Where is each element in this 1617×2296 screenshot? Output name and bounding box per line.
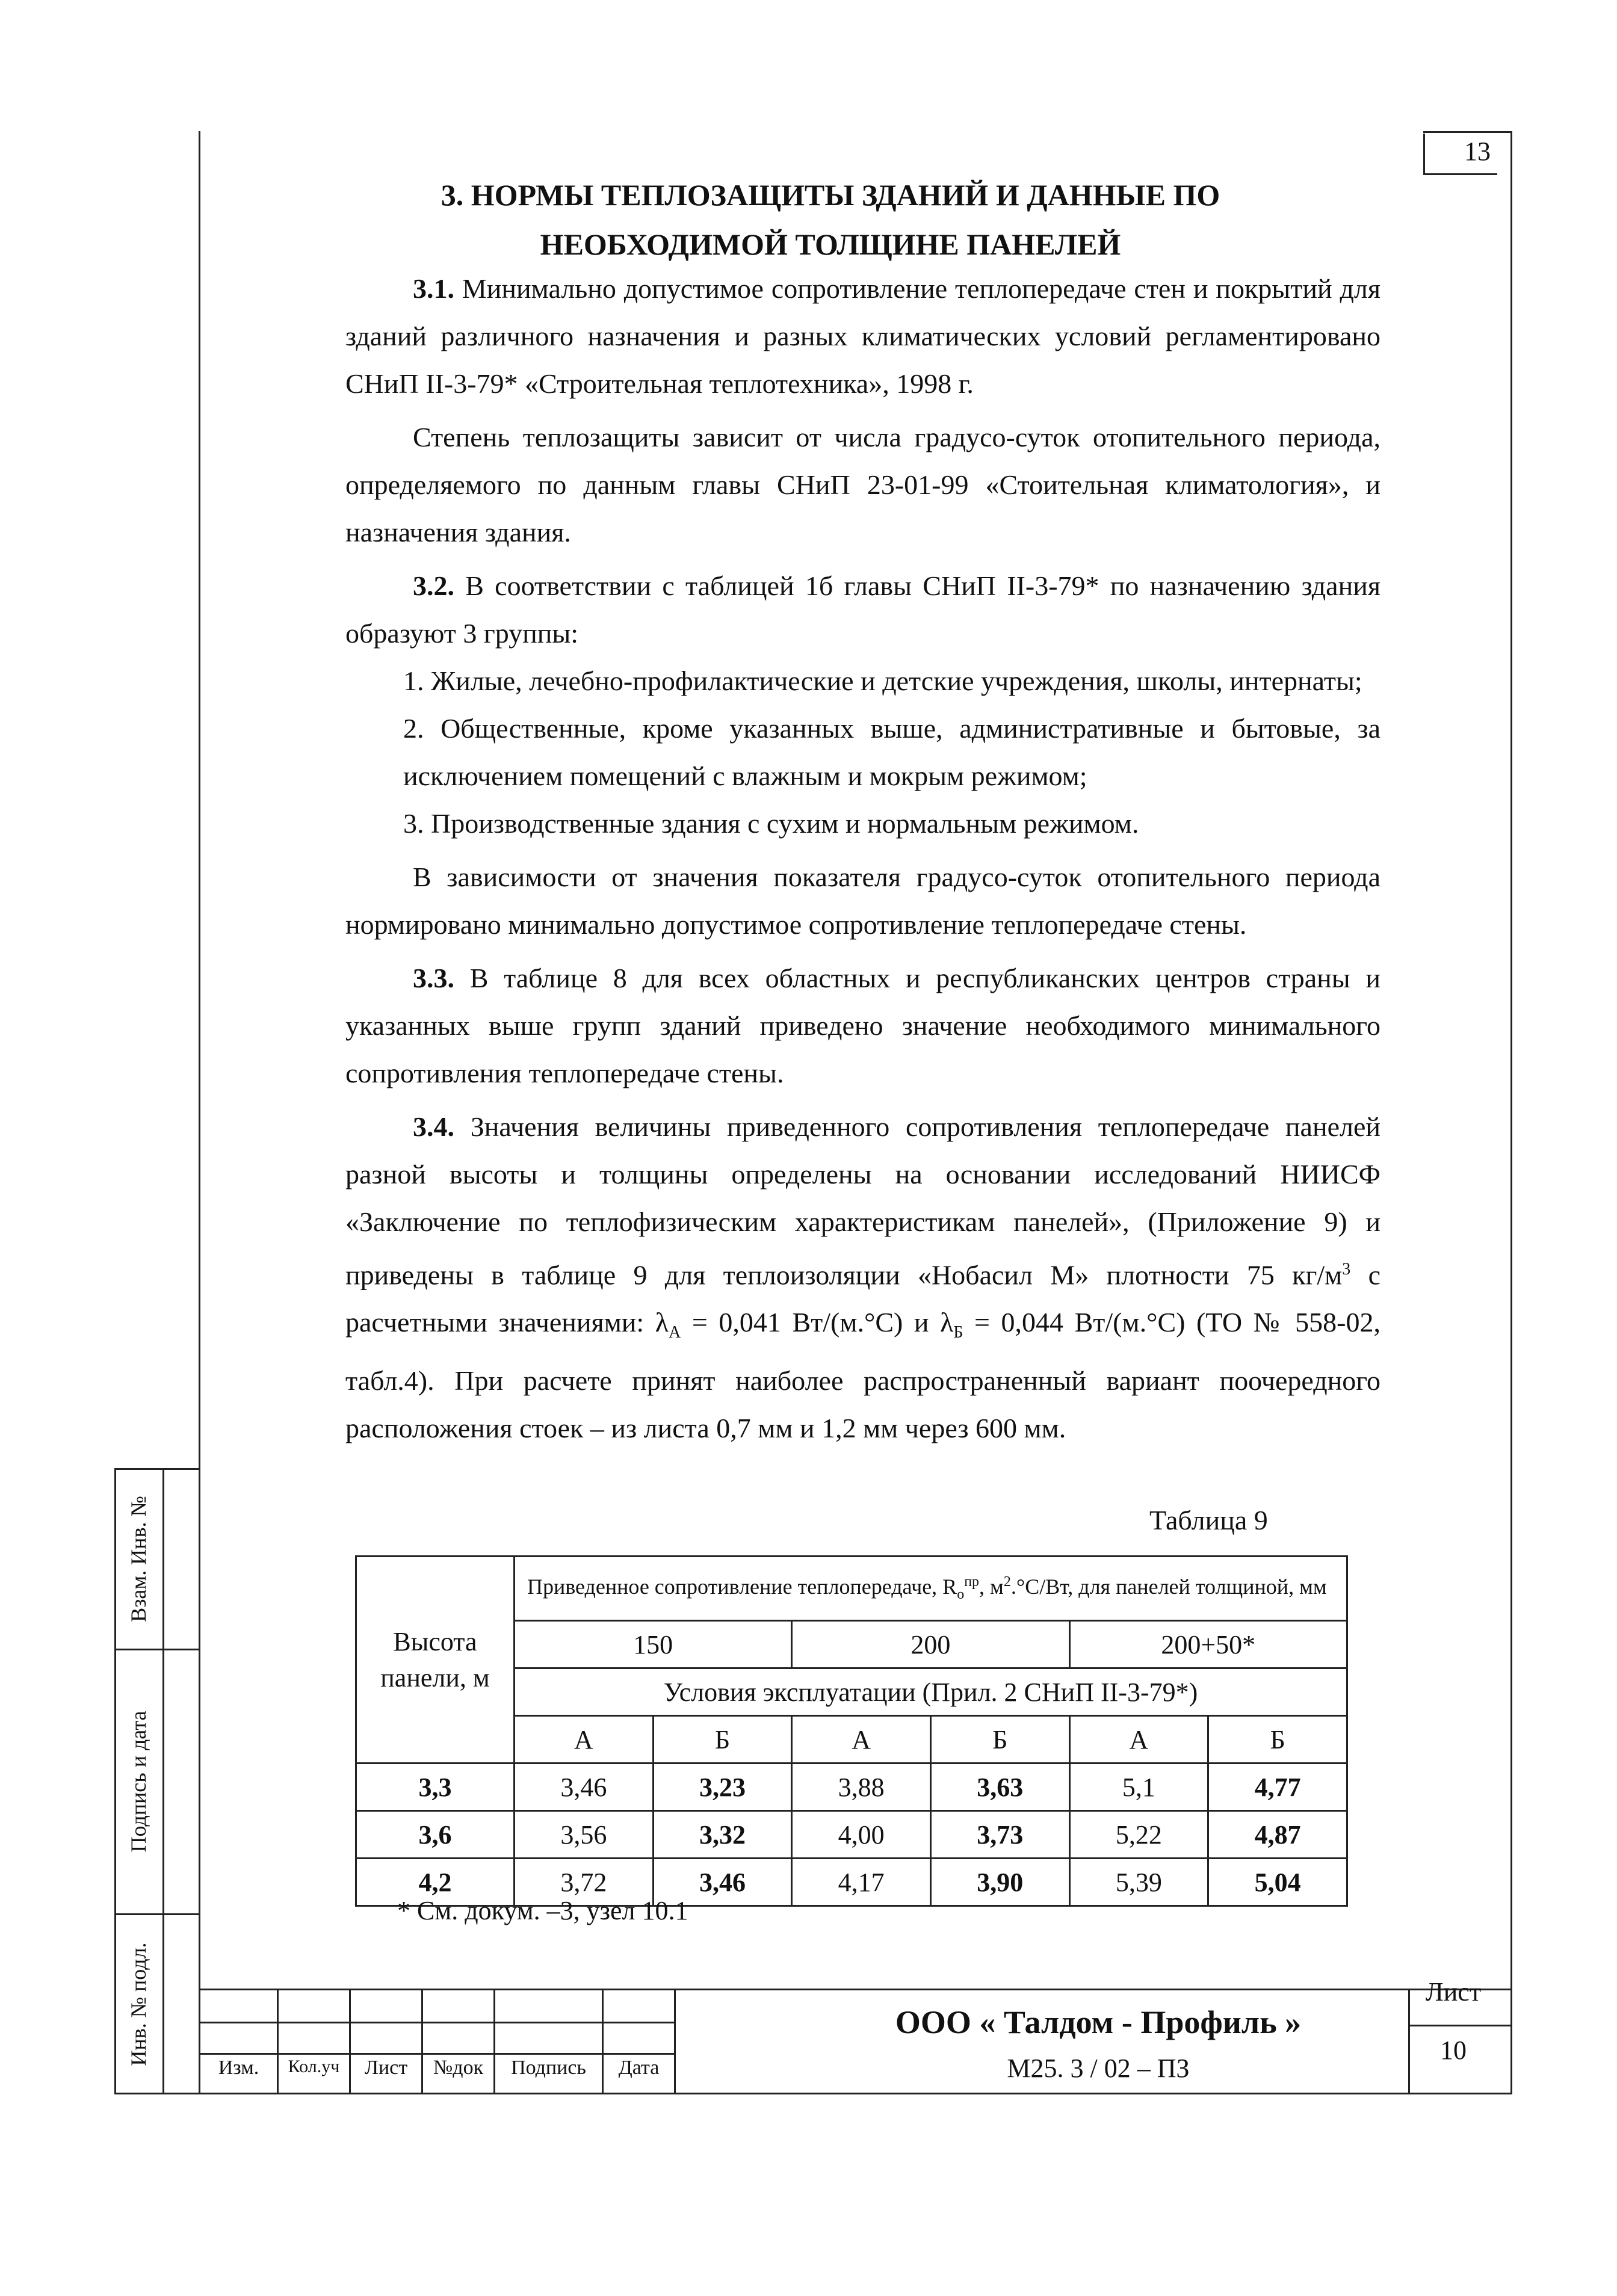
value-cell: 5,22 xyxy=(1069,1811,1208,1859)
header-text: , м xyxy=(979,1575,1004,1599)
title-block-col-izm: Изм. xyxy=(218,2057,259,2079)
value-cell: 4,77 xyxy=(1208,1764,1347,1811)
section-heading-line1: 3. НОРМЫ ТЕПЛОЗАЩИТЫ ЗДАНИЙ И ДАННЫЕ ПО xyxy=(441,178,1220,212)
value-cell: 5,39 xyxy=(1069,1859,1208,1906)
company-name: ООО « Талдом - Профиль » xyxy=(895,2004,1302,2040)
superscript: 3 xyxy=(1342,1260,1351,1279)
superscript: 2 xyxy=(1003,1574,1011,1590)
value-cell: 3,56 xyxy=(515,1811,654,1859)
value-cell: 5,04 xyxy=(1208,1859,1347,1906)
sheet-number: 10 xyxy=(1440,2035,1467,2065)
paragraph-3-3 xyxy=(345,954,1380,1097)
value-cell: 3,23 xyxy=(653,1764,792,1811)
table-footnote: * См. докум. –3, узел 10.1 xyxy=(397,1896,688,1925)
resistance-header xyxy=(515,1557,1347,1621)
frame-bottom xyxy=(199,2093,1512,2094)
subscript: Б xyxy=(953,1323,963,1342)
list-item-1: 1. Жилые, лечебно-профилактические и детские учреждения, школы, интернаты; xyxy=(403,665,1362,696)
table-header-row xyxy=(356,1557,1347,1621)
paragraph-text: В соответствии с таблицей 1б главы СНиП II-3-79* по назначению здания образуют 3 группы: xyxy=(345,570,1380,649)
list-item-2: 2. Общественные, кроме указанных выше, административные и бытовые, за исключением помещений с влажным и мокрым режимом; xyxy=(403,713,1380,791)
paragraph-text: = 0,044 Вт/(м.°С) (ТО № 558-02, табл.4). При расчете принят наиболее распространенный вариант поочередного расположения стоек – из листа 0,7 мм и 1,2 мм через 600 мм. xyxy=(345,1307,1380,1443)
section-heading xyxy=(325,170,1336,269)
title-block-sheet-sep xyxy=(1408,2025,1512,2026)
value-cell: 5,1 xyxy=(1069,1764,1208,1811)
table-row xyxy=(356,1811,1347,1859)
paragraph-3-4 xyxy=(345,1103,1380,1452)
height-header: Высота панели, м xyxy=(356,1557,515,1764)
conditions-cell: Условия эксплуатации (Прил. 2 СНиП II-3-79*) xyxy=(515,1668,1347,1716)
header-text: Приведенное сопротивление теплопередаче, R xyxy=(527,1575,957,1599)
document-code: М25. 3 / 02 – ПЗ xyxy=(1007,2054,1190,2083)
paragraph-text: В таблице 8 для всех областных и республиканских центров страны и указанных выше групп зданий приведено значение необходимого минимального сопротивления теплопередаче стены. xyxy=(345,963,1380,1088)
title-block-col xyxy=(277,1989,279,2094)
header-text: .°С/Вт, для панелей толщиной, мм xyxy=(1010,1575,1327,1599)
title-block-col-kol: Кол.уч xyxy=(288,2057,340,2076)
title-block-col-data: Дата xyxy=(618,2057,660,2079)
list-item-3: 3. Производственные здания с сухим и нормальным режимом. xyxy=(403,808,1139,839)
frame-top-stub xyxy=(1423,131,1512,133)
frame-left xyxy=(199,131,200,2093)
value-cell: 4,00 xyxy=(792,1811,931,1859)
frame-right xyxy=(1510,131,1512,2093)
side-stamp-sep1 xyxy=(114,1649,200,1650)
ab-cell: Б xyxy=(930,1716,1069,1764)
thickness-cell: 150 xyxy=(515,1621,792,1668)
sheet-label: Лист xyxy=(1425,1977,1482,2007)
paragraph-3-1b: Степень теплозащиты зависит от числа градусо-суток отопительного периода, определяемого по данным главы СНиП 23-01-99 «Стоительная климатология», и назначения здания. xyxy=(345,422,1380,548)
paragraph-text: с расчетными значениями: λ xyxy=(345,1259,1380,1338)
value-cell: 4,87 xyxy=(1208,1811,1347,1859)
body-text xyxy=(345,265,1380,1452)
ab-cell: А xyxy=(792,1716,931,1764)
page-number: 13 xyxy=(1464,137,1491,166)
paragraph-number: 3.2. xyxy=(413,570,454,601)
paragraph-3-1 xyxy=(345,265,1380,407)
height-cell: 3,3 xyxy=(356,1764,515,1811)
side-stamp-bottom xyxy=(114,2093,200,2094)
side-stamp-line-b xyxy=(162,1468,164,2094)
superscript: пр xyxy=(964,1574,980,1590)
paragraph-number: 3.1. xyxy=(413,273,454,304)
table-row xyxy=(356,1764,1347,1811)
side-label-vzam-inv: Взам. Инв. № xyxy=(126,1496,150,1622)
paragraph-number: 3.3. xyxy=(413,963,454,993)
paragraph-text: Минимально допустимое сопротивление теплопередаче стен и покрытий для зданий различного назначения и разных климатических условий регламентировано СНиП II-3-79* «Строительная теплотехника», 1998 г. xyxy=(345,273,1380,399)
thickness-cell: 200 xyxy=(792,1621,1069,1668)
ab-cell: А xyxy=(1069,1716,1208,1764)
side-stamp-top xyxy=(114,1468,200,1470)
side-label-podpis-data: Подпись и дата xyxy=(126,1711,150,1853)
paragraph-3-2 xyxy=(345,562,1380,657)
paragraph-text: = 0,041 Вт/(м.°С) и λ xyxy=(681,1307,954,1338)
height-cell: 4,2 xyxy=(356,1859,515,1906)
value-cell: 3,46 xyxy=(515,1764,654,1811)
title-block-top xyxy=(199,1989,1512,1990)
table-caption: Таблица 9 xyxy=(1149,1505,1268,1535)
height-cell: 3,6 xyxy=(356,1811,515,1859)
ab-cell: А xyxy=(515,1716,654,1764)
subscript: А xyxy=(669,1323,681,1342)
paragraph-3-2b: В зависимости от значения показателя градусо-суток отопительного периода нормировано минимально допустимое сопротивление теплопередаче стены. xyxy=(345,862,1380,940)
title-block-col-ndok: №док xyxy=(433,2057,484,2079)
ab-cell: Б xyxy=(653,1716,792,1764)
thickness-cell: 200+50* xyxy=(1069,1621,1347,1668)
side-stamp-line-a xyxy=(114,1468,116,2094)
value-cell: 3,32 xyxy=(653,1811,792,1859)
title-block-col xyxy=(674,1989,676,2094)
value-cell: 3,88 xyxy=(792,1764,931,1811)
side-label-inv-podl: Инв. № подл. xyxy=(126,1942,150,2066)
paragraph-number: 3.4. xyxy=(413,1111,454,1142)
section-heading-line2: НЕОБХОДИМОЙ ТОЛЩИНЕ ПАНЕЛЕЙ xyxy=(540,227,1121,261)
side-stamp-sep2 xyxy=(114,1913,200,1915)
value-cell: 4,17 xyxy=(792,1859,931,1906)
title-block-col-list: Лист xyxy=(364,2057,408,2079)
ab-cell: Б xyxy=(1208,1716,1347,1764)
value-cell: 3,63 xyxy=(930,1764,1069,1811)
resistance-table xyxy=(355,1555,1348,1907)
title-block-col-podpis: Подпись xyxy=(511,2057,586,2079)
value-cell: 3,46 xyxy=(653,1859,792,1906)
subscript: о xyxy=(957,1587,965,1603)
paragraph-text: Значения величины приведенного сопротивления теплопередаче панелей разной высоты и толщины определены на основании исследований НИИСФ «Заключение по теплофизическим характеристикам панелей», (Приложение 9) и приведены в таблице 9 для теплоизоляции «Нобасил М» плотности 75 кг/м xyxy=(345,1111,1380,1291)
value-cell: 3,72 xyxy=(515,1859,654,1906)
value-cell: 3,90 xyxy=(930,1859,1069,1906)
value-cell: 3,73 xyxy=(930,1811,1069,1859)
